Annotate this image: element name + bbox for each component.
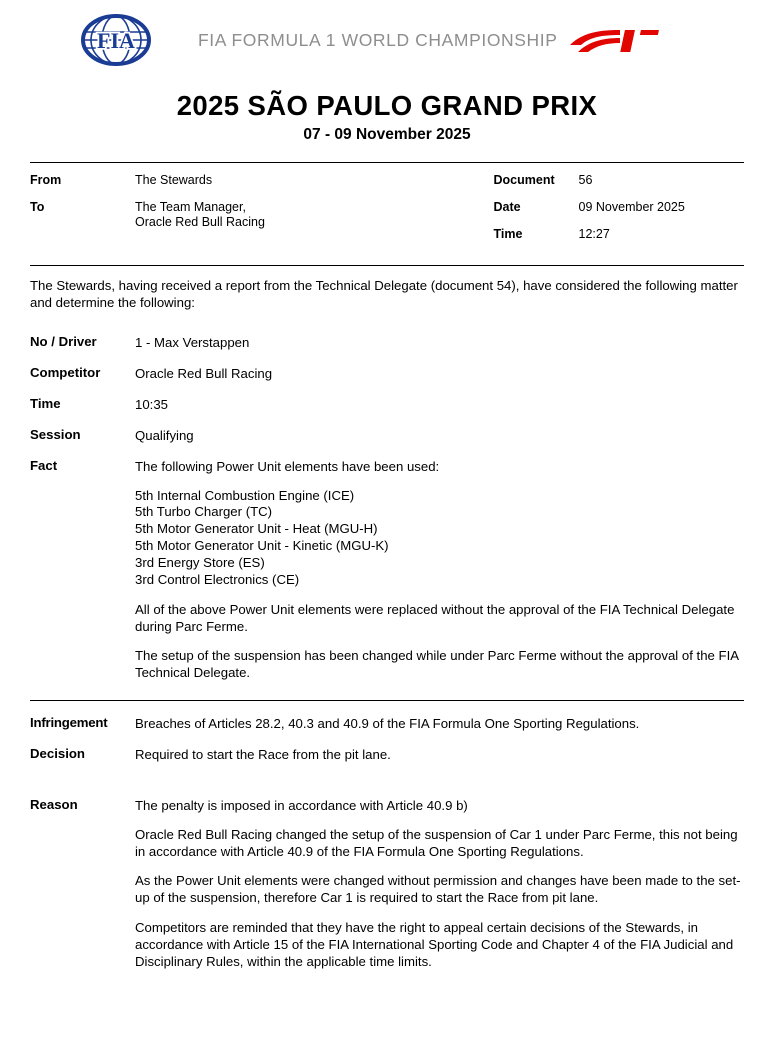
fact-label: Fact xyxy=(30,458,58,474)
row-session xyxy=(30,427,744,444)
row-no-driver xyxy=(30,334,744,351)
row-time xyxy=(30,396,744,413)
reason-paragraph-2: Oracle Red Bull Racing changed the setup of the suspension of Car 1 under Parc Ferme, this not being in accordance with Article 40.9 of the FIA Formula One Sporting Regulations. xyxy=(135,827,738,860)
no-driver-value: 1 - Max Verstappen xyxy=(135,334,250,350)
fact-item: 3rd Control Electronics (CE) xyxy=(135,572,300,588)
infringement-label: Infringement xyxy=(30,714,108,730)
row-reason xyxy=(30,797,744,970)
fact-item: 5th Motor Generator Unit - Heat (MGU-H) xyxy=(135,521,378,537)
fact-value xyxy=(135,458,744,681)
reason-paragraph-1: The penalty is imposed in accordance with Article 40.9 b) xyxy=(135,797,468,813)
fact-item: 5th Internal Combustion Engine (ICE) xyxy=(135,487,355,503)
fact-divider xyxy=(30,700,744,701)
to-value-line2: Oracle Red Bull Racing xyxy=(135,215,265,230)
event-title: 2025 SÃO PAULO GRAND PRIX xyxy=(176,90,598,121)
row-fact xyxy=(30,458,744,681)
session-value: Qualifying xyxy=(135,428,194,444)
competitor-label: Competitor xyxy=(30,364,101,380)
from-value: The Stewards xyxy=(135,173,213,187)
document-label: Document xyxy=(493,173,555,187)
fact-intro: The following Power Unit elements have been used: xyxy=(135,459,440,475)
date-label: Date xyxy=(493,200,521,214)
fact-paragraph-3: The setup of the suspension has been changed while under Parc Ferme without the approval of the FIA Technical Delegate. xyxy=(135,648,739,681)
svg-text:FIA: FIA xyxy=(97,28,135,53)
to-value-line1: The Team Manager, xyxy=(135,200,246,214)
no-driver-label: No / Driver xyxy=(30,333,97,349)
reason-label: Reason xyxy=(30,796,78,812)
row-decision xyxy=(30,746,744,763)
fact-item: 5th Turbo Charger (TC) xyxy=(135,504,273,520)
time-value: 10:35 xyxy=(135,397,169,413)
reason-paragraph-4: Competitors are reminded that they have the right to appeal certain decisions of the Stewards, in accordance with Article 15 of the FIA International Sporting Code and Chapter 4 of the FIA Judicial and Disciplinary Rules, within the applicable time limits. xyxy=(135,919,734,969)
from-label: From xyxy=(30,173,62,187)
championship-title: FIA FORMULA 1 WORLD CHAMPIONSHIP xyxy=(198,29,558,50)
masthead xyxy=(30,0,744,72)
f1-logo-icon xyxy=(568,25,664,55)
infringement-value: Breaches of Articles 28.2, 40.3 and 40.9 of the FIA Formula One Sporting Regulations. xyxy=(135,715,640,731)
meta-left xyxy=(30,173,494,241)
decision-value: Required to start the Race from the pit lane. xyxy=(135,746,391,762)
to-value xyxy=(135,200,494,231)
row-infringement xyxy=(30,715,744,732)
row-competitor xyxy=(30,365,744,382)
meta-right xyxy=(494,173,744,241)
competitor-value: Oracle Red Bull Racing xyxy=(135,365,273,381)
document-value: 56 xyxy=(578,173,593,187)
fact-paragraph-2: All of the above Power Unit elements were replaced without the approval of the FIA Technical Delegate during Parc Ferme. xyxy=(135,601,735,635)
time-label: Time xyxy=(30,396,61,412)
date-value: 09 November 2025 xyxy=(578,200,685,214)
fact-item-list xyxy=(135,488,744,589)
to-label: To xyxy=(30,200,45,214)
fact-item: 5th Motor Generator Unit - Kinetic (MGU-K) xyxy=(135,538,389,554)
reason-paragraph-3: As the Power Unit elements were changed without permission and changes have been made to the set-up of the suspension, therefore Car 1 is required to start the Race from pit lane. xyxy=(135,873,741,906)
detail-rows xyxy=(30,334,744,682)
session-label: Session xyxy=(30,427,81,443)
decision-rows xyxy=(30,715,744,971)
time-label: Time xyxy=(493,227,523,241)
reason-value xyxy=(135,797,744,970)
event-dates: 07 - 09 November 2025 xyxy=(303,126,471,143)
time-value: 12:27 xyxy=(578,227,610,241)
decision-label: Decision xyxy=(30,745,85,761)
fact-item: 3rd Energy Store (ES) xyxy=(135,555,265,571)
meta-block xyxy=(30,163,744,247)
intro-paragraph: The Stewards, having received a report from the Technical Delegate (document 54), have considered the following matter and determine the following: xyxy=(30,278,738,310)
fia-logo-icon xyxy=(80,14,152,66)
